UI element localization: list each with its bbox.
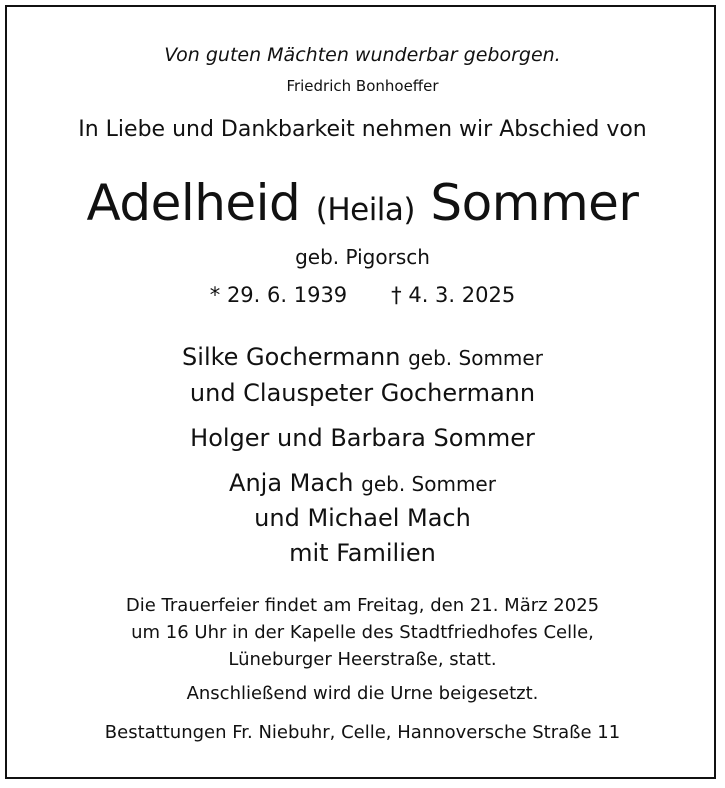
service-line: Lüneburger Heerstraße, statt. [228,649,497,670]
life-dates [0,285,725,306]
funeral-home: Bestattungen Fr. Niebuhr, Celle, Hannoversche Straße 11 [104,722,621,743]
mourner-line: und Clauspeter Gochermann [189,379,536,407]
deceased-name [0,174,725,232]
service-line: Die Trauerfeier findet am Freitag, den 21. März 2025 [125,595,600,616]
mourner-line: mit Familien [289,539,436,567]
mourner-name: Anja Mach [229,469,354,497]
mourner-line: und Michael Mach [254,504,471,532]
first-name: Adelheid [86,174,301,232]
birth-name: geb. Pigorsch [295,245,430,269]
nickname: (Heila) [315,192,416,228]
quote-author: Friedrich Bonhoeffer [286,77,439,95]
mourner-line [0,345,725,369]
last-name: Sommer [430,174,639,232]
mourner-name: Silke Gochermann [182,343,401,371]
mourner-note: geb. Sommer [408,346,543,370]
quote-text: Von guten Mächten wunderbar geborgen. [164,44,561,66]
service-line: um 16 Uhr in der Kapelle des Stadtfriedhofes Celle, [131,622,594,643]
mourner-note: geb. Sommer [361,472,496,496]
mourner-line: Holger und Barbara Sommer [190,424,535,452]
death-date: † 4. 3. 2025 [391,283,516,307]
birth-date: * 29. 6. 1939 [209,283,348,307]
mourner-line [0,471,725,495]
intro-text: In Liebe und Dankbarkeit nehmen wir Abschied von [78,117,647,142]
service-line: Anschließend wird die Urne beigesetzt. [186,683,539,704]
